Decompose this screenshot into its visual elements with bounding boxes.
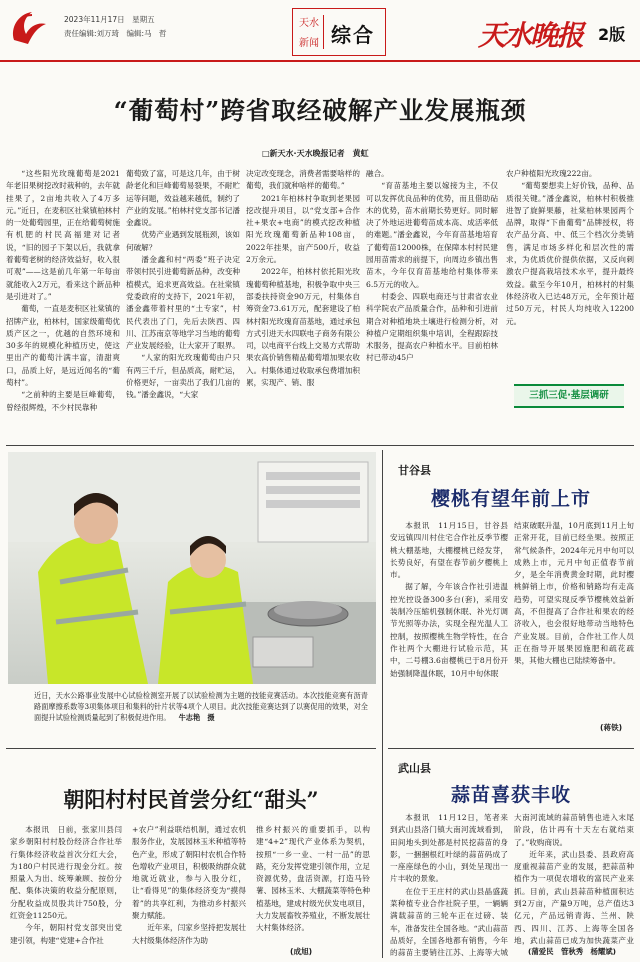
chaoyang-paragraph: 近年来，闫家乡坚持把发展壮大村级集体经济作为助: [132, 923, 246, 945]
right-column-divider: [382, 450, 383, 958]
wushan-headline: 蒜苗喜获丰收: [450, 784, 571, 806]
chaoyang-paragraph: 今年，朝阳村党支部突出党建引领，构建“党建+合作社: [10, 923, 122, 945]
photo-caption-text: 近日，天水公路事业发展中心试验检测室开展了以试验检测为主题的技能竞赛活动。本次技能竞赛有沥青路面摩擦系数等3项集体项目和集料的针片状等4项个人项目。此次技能竞赛达到了以赛促用的效果，对全面提升试验检测质量起到了积极促进作用。: [34, 691, 368, 722]
wushan-paragraph: 在位于王庄村的武山县晶盛蔬菜种植专业合作社院子里，一辆辆满载蒜苗的三轮车正在过磅、装车，准备发往全国各地。“武山蒜苗品质好，全国各地都有销售，今年的蒜苗主要销往江苏、上海等大城: [390, 886, 508, 958]
main-paragraph: 农户种植阳光玫瑰222亩。: [506, 169, 597, 178]
main-col-3: [246, 168, 360, 440]
wushan-paragraph: 近年来，武山县委、县政府高度重视蒜苗产业的发展，把蒜苗种植作为一项促农增收的富民产业来抓。目前，武山县蒜苗种植面积达到2万亩，产量9万吨，总产值达3亿元，产品远销青海、兰州、陕西、四川、江苏、上海等全国各地，武山蒜苗已成为加快蔬菜产业: [514, 849, 634, 945]
main-col-2: [126, 168, 240, 440]
main-paragraph: 潘金鑫和村“两委”班子决定带领村民引进葡萄新品种，改变种植模式，追求更高效益。在社棠镇党委政府的支持下，2021年初，潘金鑫带着村里的“土专家”，村民代表出了门，先后去陕西、四川、江苏南京等地学习当地的葡萄产业发展经验，让大家开了眼界。: [126, 255, 240, 351]
section-city: 天水: [299, 18, 319, 29]
chaoyang-paragraph: +农户”利益联结机制，通过农机服务作业，发展园林玉米种植等特色产业，形成了朝阳村农机合作特色增收产业项目，积极吸纳群众就地就近就业，参与入股分红，让“看得见”的集体经济变为“摸得着”的共享红利，为推动乡村振兴聚力赋能。: [132, 825, 246, 921]
gangu-credit: (蒋铁): [600, 723, 623, 732]
main-paragraph: 优势产业遇到发展瓶颈，该如何破解？: [126, 230, 240, 252]
chaoyang-col-3: [256, 824, 370, 942]
chaoyang-paragraph: 本报讯 日前，张家川县闫家乡朝阳村村股份经济合作社举行集体经济收益首次分红大会，为180户村民进行现金分红。按照量入为出、统筹兼顾、按份分配、集体决策的收益分配原则，分配收益成员股共计750股，分红资金11250元。: [10, 825, 122, 921]
news-photo: [8, 452, 376, 684]
wushan-col-1: [390, 812, 508, 958]
gangu-paragraph: 据了解，今年该合作社引进温控光控设备300多台(套)，采用安装制冷压缩机强制休眠、补光灯调节光照等办法，实现全程光温人工控制，按照樱桃生物学特性，在合作社两个大棚进行试验示范，其中，二号棚3.6亩樱桃已于8月份开始强制降温休眠，10月中旬休眠: [390, 582, 508, 678]
main-paragraph: “葡萄要想卖上好价钱，品种、品质很关键。”潘金鑫说，柏林村积极推进智了旋鲜果藤，社棠柏林果园两个品牌，取得“下曲葡萄”品牌授权，将农产品分高、中、低三个档次分类销售，满足市场多样化和层次性的需求，为优质优价提供依据，又反向刺激农户提高栽培技术水平，提升最终效益。截至今年10月，柏林村的村集体经济收入已达48万元，全年预计超过50万元，村民人均纯收入12200元。: [506, 181, 634, 326]
paper-logo-icon: [6, 6, 50, 50]
main-paragraph: “这些阳光玫瑰葡萄是2021年老旧果树挖改时栽种的，去年就挂果了，2亩地共收入了4万多元。”近日，在麦积区社棠镇柏林村的一处葡萄园里，正在给葡萄树施有机肥的村民高福建对记者说，“旧的园子下架以后，我就拿着葡萄老树的经济效益好，收入很可观”——这是前几年第一年每亩就能收入2万元，看来这个新品种是引进对了。”: [6, 169, 120, 301]
chaoyang-top-rule: [6, 748, 376, 749]
main-paragraph: “人家的阳光玫瑰葡萄由户只有两三千斤，但品质高，耐贮运，价格更好，一亩卖出了我们几亩的钱。”潘金鑫说，“大家: [126, 353, 240, 400]
main-paragraph: 葡萄，一直是麦积区社棠镇的招牌产业，柏林村，国家级葡萄优质产区之一，优越的自然环境和30多年的规模化种植历史，使这里出产的葡萄汁满丰富，清甜爽口，品质上好，是远近闻名的“葡萄村”。: [6, 304, 120, 388]
main-headline: “葡萄村”跨省取经破解产业发展瓶颈: [113, 96, 527, 125]
lab-scene-icon: [8, 452, 376, 684]
chaoyang-headline: 朝阳村村民首尝分红“甜头”: [63, 787, 319, 812]
chaoyang-col-1: [10, 824, 122, 958]
wushan-paragraph: 大南河流域的蒜苗销售也进入末尾阶段，估计再有十天左右就结束了。”收购商说。: [514, 813, 634, 847]
main-paragraph: “之前种的主要是巨峰葡萄，曾经很辉煌，不少村民靠种: [6, 390, 120, 412]
main-paragraph: 葡萄致了富，可是这几年，由于树龄老化和巨峰葡萄易裂果，不耐贮运等问题，效益越来越低，制约了产业的发展。”柏林村党支部书记潘金鑫说。: [126, 169, 240, 228]
editors-line: 责任编辑:刘万琦 编辑:马 哲: [64, 29, 167, 38]
main-col-4: [366, 168, 498, 440]
gangu-paragraph: 结束破眠升温，10月底到11月上旬正常开花，目前已经坐果。按照正常气候条件，2024年元月中旬可以成熟上市，元月中旬正值春节前夕，是全年消费黄金时期，此时樱桃鲜销上市，价格和销路均有走高趋势，可望实现反季节樱桃效益新高，不但提高了合作社和果农的经济收入，也会很好地带动当地特色产业发展。目前，合作社工作人员正在指导开展果园施肥和疏花疏果，其他大棚也已陆续筹备中。: [514, 521, 634, 666]
section-box: [292, 8, 386, 56]
main-col-1: [6, 168, 120, 440]
wushan-paragraph: 本报讯 11月12日，笔者来到武山县洛门镇大南河流域看到，田间地头到处都是村民挖蒜苗的身影，一捆捆根红叶绿的蒜苗码成了一座座绿色的小山，到处呈现出一片丰收的景象。: [390, 813, 508, 884]
main-paragraph: 决定改变现念，消费者需要啥样的葡萄，我们就种啥样的葡萄。”: [246, 169, 360, 191]
page-number: 2版: [598, 25, 626, 44]
main-paragraph: 融合。: [366, 169, 389, 178]
masthead: [0, 0, 640, 62]
main-paragraph: 2022年，柏林村依托阳光玫瑰葡萄种植基地，积极争取中央三部委扶持资金90万元，村集体自筹资金73.61万元，配套建设了柏林村阳光玫瑰育苗基地，通过承包方式引进天水四联电子商务有限公司，以电商平台线上交易方式帮助果农高价销售精品葡萄增加果农收入。村集体通过收取承包费增加积累，实现产、销、服: [246, 267, 360, 388]
paper-name-logo: 天水晚报: [478, 19, 583, 52]
section-name: 综合: [331, 23, 375, 47]
chaoyang-credit: (成旭): [290, 947, 313, 956]
wushan-kicker: 武山县: [398, 762, 431, 775]
gangu-bottom-rule: [388, 748, 634, 749]
gangu-headline: 樱桃有望年前上市: [430, 488, 591, 510]
photo-credit: 牛志艳 摄: [178, 713, 215, 722]
campaign-badge: 三抓三促·基层调研: [514, 384, 624, 408]
gangu-col-1: [390, 520, 508, 766]
main-byline: □新天水·天水晚报记者 黄虹: [262, 149, 369, 158]
gangu-paragraph: 本报讯 11月15日，甘谷县安远镇四川村住宅合作社反季节樱桃大棚基地，大棚樱桃已经发芽，长势良好，有望在春节前夕樱桃上市。: [390, 521, 508, 580]
masthead-rule: [0, 60, 640, 62]
gangu-kicker: 甘谷县: [398, 464, 431, 477]
issue-date: 2023年11月17日 星期五: [64, 15, 155, 24]
main-col-5: [506, 168, 634, 373]
main-paragraph: 2021年柏林村争取到老果园挖改提升项目，以“党支部+合作社+果农+电商”的模式挖改种植阳光玫瑰葡萄新品种108亩，2022年挂果，亩产500斤，收益2万余元。: [246, 193, 360, 265]
wushan-col-2: [514, 812, 634, 946]
section-news: 新闻: [299, 38, 319, 49]
photo-caption: [34, 690, 368, 723]
chaoyang-col-2: [132, 824, 246, 958]
main-paragraph: 村委会、四联电商还与甘肃省农业科学院农产品质量合作，品种和引进前期合对种植地块土壤进行检测分析，对种植户定期组织集中培训，全程跟踪技术服务，提高农户种植水平。目前柏林村已带动45户: [366, 291, 498, 363]
wushan-credit: (蒲爱民 管秋秀 杨耀斌): [528, 947, 617, 956]
chaoyang-paragraph: 推乡村振兴的重要抓手，以构建“4+2”现代产业体系为契机，按照“一乡一业、一村一品”的思路，充分发挥党建引领作用，立足资源优势，盘活资源，打造马铃薯、园林玉米、大棚蔬菜等特色种植基地，建成村级光伏发电项目，大力发展畜牧养殖业，不断发展壮大村集体经济。: [256, 825, 370, 933]
main-bottom-rule: [6, 445, 634, 446]
main-paragraph: “育苗基地主要以嫁接为主，不仅可以发挥优良品种的优势，而且借助砧木的优势，苗木前期长势更好。同时解决了外地运进葡萄苗成本高、成活率低的难题。”潘金鑫说，今年育苗基地培育了葡萄苗12000株，在保障本村村民建园用苗需求的前提下，向周边乡镇出售苗木，今年仅育苗基地给村集体带来6.5万元的收入。: [366, 181, 498, 289]
